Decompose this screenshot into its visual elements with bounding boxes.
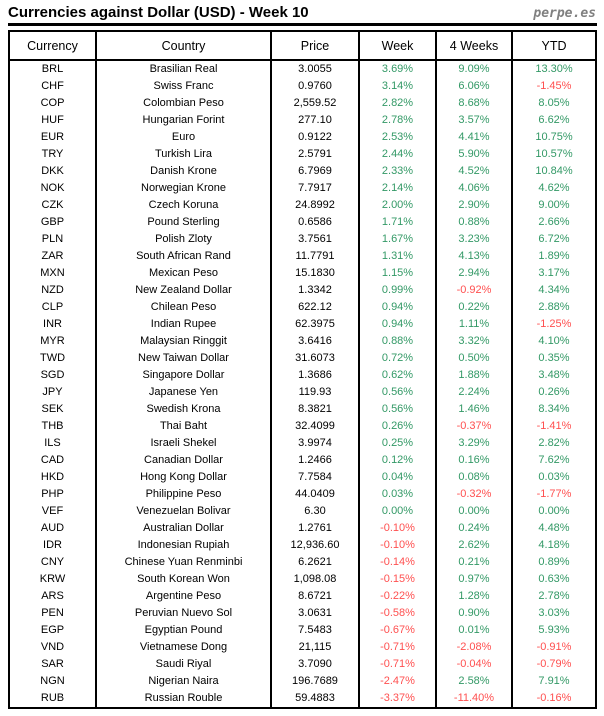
price-cell: 7.7917 <box>271 180 359 197</box>
table-row <box>9 588 596 605</box>
four-weeks-cell: 1.88% <box>436 367 512 384</box>
country-cell: Colombian Peso <box>96 95 271 112</box>
table-row <box>9 112 596 129</box>
price-cell: 7.5483 <box>271 622 359 639</box>
currency-cell: HKD <box>9 469 96 486</box>
four-weeks-cell: 4.06% <box>436 180 512 197</box>
table-header <box>9 31 596 60</box>
currency-cell: EUR <box>9 129 96 146</box>
four-weeks-cell: 4.41% <box>436 129 512 146</box>
currency-cell: VND <box>9 639 96 656</box>
table-row <box>9 435 596 452</box>
column-header-price: Price <box>271 31 359 60</box>
currency-cell: MYR <box>9 333 96 350</box>
ytd-cell: 0.35% <box>512 350 596 367</box>
week-cell: 2.33% <box>359 163 436 180</box>
four-weeks-cell: 2.24% <box>436 384 512 401</box>
table-row <box>9 214 596 231</box>
week-cell: 2.78% <box>359 112 436 129</box>
four-weeks-cell: 6.06% <box>436 78 512 95</box>
currency-cell: ZAR <box>9 248 96 265</box>
page-title: Currencies against Dollar (USD) - Week 10 <box>8 4 309 21</box>
currency-cell: NOK <box>9 180 96 197</box>
week-cell: 2.14% <box>359 180 436 197</box>
four-weeks-cell: 2.58% <box>436 673 512 690</box>
four-weeks-cell: 5.90% <box>436 146 512 163</box>
ytd-cell: -0.16% <box>512 690 596 708</box>
country-cell: Turkish Lira <box>96 146 271 163</box>
price-cell: 1.2761 <box>271 520 359 537</box>
ytd-cell: 13.30% <box>512 60 596 78</box>
currency-cell: RUB <box>9 690 96 708</box>
country-cell: Saudi Riyal <box>96 656 271 673</box>
price-cell: 11.7791 <box>271 248 359 265</box>
table-row <box>9 469 596 486</box>
currency-cell: PEN <box>9 605 96 622</box>
price-cell: 277.10 <box>271 112 359 129</box>
site-logo: perpe.es <box>533 6 596 21</box>
table-row <box>9 163 596 180</box>
currency-cell: THB <box>9 418 96 435</box>
price-cell: 3.0055 <box>271 60 359 78</box>
ytd-cell: 2.78% <box>512 588 596 605</box>
week-cell: 0.26% <box>359 418 436 435</box>
table-body <box>9 60 596 708</box>
four-weeks-cell: 8.68% <box>436 95 512 112</box>
week-cell: 0.94% <box>359 316 436 333</box>
currency-cell: INR <box>9 316 96 333</box>
table-row <box>9 452 596 469</box>
price-cell: 1.2466 <box>271 452 359 469</box>
country-cell: Argentine Peso <box>96 588 271 605</box>
four-weeks-cell: 4.52% <box>436 163 512 180</box>
ytd-cell: 4.18% <box>512 537 596 554</box>
four-weeks-cell: 3.32% <box>436 333 512 350</box>
ytd-cell: 4.10% <box>512 333 596 350</box>
country-cell: Philippine Peso <box>96 486 271 503</box>
four-weeks-cell: 0.88% <box>436 214 512 231</box>
currency-cell: DKK <box>9 163 96 180</box>
table-row <box>9 690 596 708</box>
country-cell: New Taiwan Dollar <box>96 350 271 367</box>
ytd-cell: 10.84% <box>512 163 596 180</box>
week-cell: -0.71% <box>359 656 436 673</box>
country-cell: Chinese Yuan Renminbi <box>96 554 271 571</box>
country-cell: Hong Kong Dollar <box>96 469 271 486</box>
currency-cell: KRW <box>9 571 96 588</box>
currency-cell: NGN <box>9 673 96 690</box>
ytd-cell: 3.48% <box>512 367 596 384</box>
table-row <box>9 673 596 690</box>
country-cell: Japanese Yen <box>96 384 271 401</box>
column-header-ytd: YTD <box>512 31 596 60</box>
table-row <box>9 520 596 537</box>
week-cell: 0.94% <box>359 299 436 316</box>
four-weeks-cell: -0.37% <box>436 418 512 435</box>
week-cell: 0.25% <box>359 435 436 452</box>
four-weeks-cell: 0.21% <box>436 554 512 571</box>
country-cell: Indian Rupee <box>96 316 271 333</box>
four-weeks-cell: 0.97% <box>436 571 512 588</box>
table-row <box>9 316 596 333</box>
four-weeks-cell: -0.92% <box>436 282 512 299</box>
country-cell: Thai Baht <box>96 418 271 435</box>
week-cell: 3.14% <box>359 78 436 95</box>
four-weeks-cell: 0.16% <box>436 452 512 469</box>
ytd-cell: 9.00% <box>512 197 596 214</box>
ytd-cell: 7.62% <box>512 452 596 469</box>
country-cell: Canadian Dollar <box>96 452 271 469</box>
four-weeks-cell: 0.22% <box>436 299 512 316</box>
country-cell: Australian Dollar <box>96 520 271 537</box>
column-header-week: Week <box>359 31 436 60</box>
week-cell: 1.67% <box>359 231 436 248</box>
week-cell: -0.58% <box>359 605 436 622</box>
price-cell: 8.6721 <box>271 588 359 605</box>
price-cell: 0.6586 <box>271 214 359 231</box>
price-cell: 8.3821 <box>271 401 359 418</box>
price-cell: 119.93 <box>271 384 359 401</box>
table-row <box>9 146 596 163</box>
week-cell: -0.15% <box>359 571 436 588</box>
price-cell: 1,098.08 <box>271 571 359 588</box>
table-row <box>9 265 596 282</box>
country-cell: Malaysian Ringgit <box>96 333 271 350</box>
four-weeks-cell: 1.28% <box>436 588 512 605</box>
four-weeks-cell: -11.40% <box>436 690 512 708</box>
week-cell: 0.00% <box>359 503 436 520</box>
week-cell: -0.10% <box>359 520 436 537</box>
currency-cell: TRY <box>9 146 96 163</box>
price-cell: 15.1830 <box>271 265 359 282</box>
table-row <box>9 605 596 622</box>
title-bar <box>8 4 597 26</box>
currency-cell: ARS <box>9 588 96 605</box>
currency-cell: HUF <box>9 112 96 129</box>
week-cell: -0.10% <box>359 537 436 554</box>
country-cell: Nigerian Naira <box>96 673 271 690</box>
ytd-cell: 8.05% <box>512 95 596 112</box>
four-weeks-cell: 4.13% <box>436 248 512 265</box>
currency-cell: JPY <box>9 384 96 401</box>
price-cell: 59.4883 <box>271 690 359 708</box>
price-cell: 2.5791 <box>271 146 359 163</box>
four-weeks-cell: -0.32% <box>436 486 512 503</box>
table-row <box>9 350 596 367</box>
currency-cell: ILS <box>9 435 96 452</box>
four-weeks-cell: 1.11% <box>436 316 512 333</box>
ytd-cell: 6.62% <box>512 112 596 129</box>
ytd-cell: -0.79% <box>512 656 596 673</box>
ytd-cell: -1.41% <box>512 418 596 435</box>
four-weeks-cell: 0.50% <box>436 350 512 367</box>
currency-cell: COP <box>9 95 96 112</box>
table-row <box>9 60 596 78</box>
ytd-cell: 1.89% <box>512 248 596 265</box>
table-row <box>9 418 596 435</box>
country-cell: Pound Sterling <box>96 214 271 231</box>
price-cell: 0.9760 <box>271 78 359 95</box>
four-weeks-cell: -0.04% <box>436 656 512 673</box>
price-cell: 21,115 <box>271 639 359 656</box>
price-cell: 622.12 <box>271 299 359 316</box>
four-weeks-cell: 2.62% <box>436 537 512 554</box>
week-cell: -0.22% <box>359 588 436 605</box>
week-cell: 0.12% <box>359 452 436 469</box>
currency-cell: MXN <box>9 265 96 282</box>
currency-cell: AUD <box>9 520 96 537</box>
currency-cell: GBP <box>9 214 96 231</box>
currency-cell: NZD <box>9 282 96 299</box>
ytd-cell: 4.62% <box>512 180 596 197</box>
table-row <box>9 639 596 656</box>
four-weeks-cell: 1.46% <box>436 401 512 418</box>
ytd-cell: -1.77% <box>512 486 596 503</box>
price-cell: 44.0409 <box>271 486 359 503</box>
ytd-cell: 4.34% <box>512 282 596 299</box>
currency-cell: CAD <box>9 452 96 469</box>
price-cell: 6.2621 <box>271 554 359 571</box>
price-cell: 62.3975 <box>271 316 359 333</box>
currency-cell: PLN <box>9 231 96 248</box>
four-weeks-cell: 0.90% <box>436 605 512 622</box>
table-row <box>9 554 596 571</box>
ytd-cell: -0.91% <box>512 639 596 656</box>
currency-cell: CNY <box>9 554 96 571</box>
table-row <box>9 197 596 214</box>
week-cell: 0.99% <box>359 282 436 299</box>
week-cell: -0.67% <box>359 622 436 639</box>
currency-cell: TWD <box>9 350 96 367</box>
week-cell: 1.71% <box>359 214 436 231</box>
week-cell: 0.72% <box>359 350 436 367</box>
four-weeks-cell: 0.01% <box>436 622 512 639</box>
ytd-cell: 3.17% <box>512 265 596 282</box>
ytd-cell: 0.89% <box>512 554 596 571</box>
column-header-4weeks: 4 Weeks <box>436 31 512 60</box>
currency-cell: CHF <box>9 78 96 95</box>
four-weeks-cell: 3.57% <box>436 112 512 129</box>
country-cell: Norwegian Krone <box>96 180 271 197</box>
ytd-cell: 5.93% <box>512 622 596 639</box>
week-cell: 1.15% <box>359 265 436 282</box>
table-row <box>9 78 596 95</box>
price-cell: 196.7689 <box>271 673 359 690</box>
country-cell: Brasilian Real <box>96 60 271 78</box>
table-row <box>9 248 596 265</box>
country-cell: Czech Koruna <box>96 197 271 214</box>
country-cell: Singapore Dollar <box>96 367 271 384</box>
price-cell: 24.8992 <box>271 197 359 214</box>
ytd-cell: 2.82% <box>512 435 596 452</box>
price-cell: 3.0631 <box>271 605 359 622</box>
week-cell: 1.31% <box>359 248 436 265</box>
week-cell: 2.44% <box>359 146 436 163</box>
price-cell: 12,936.60 <box>271 537 359 554</box>
table-row <box>9 401 596 418</box>
table-row <box>9 486 596 503</box>
country-cell: Vietnamese Dong <box>96 639 271 656</box>
country-cell: New Zealand Dollar <box>96 282 271 299</box>
week-cell: 0.03% <box>359 486 436 503</box>
ytd-cell: 3.03% <box>512 605 596 622</box>
four-weeks-cell: 3.23% <box>436 231 512 248</box>
currency-cell: SGD <box>9 367 96 384</box>
price-cell: 31.6073 <box>271 350 359 367</box>
currency-table <box>8 30 597 709</box>
week-cell: 0.62% <box>359 367 436 384</box>
country-cell: Indonesian Rupiah <box>96 537 271 554</box>
table-row <box>9 622 596 639</box>
four-weeks-cell: 0.00% <box>436 503 512 520</box>
ytd-cell: 10.75% <box>512 129 596 146</box>
ytd-cell: 0.03% <box>512 469 596 486</box>
table-row <box>9 333 596 350</box>
table-row <box>9 95 596 112</box>
price-cell: 3.7090 <box>271 656 359 673</box>
country-cell: Peruvian Nuevo Sol <box>96 605 271 622</box>
country-cell: Danish Krone <box>96 163 271 180</box>
week-cell: 0.88% <box>359 333 436 350</box>
column-header-country: Country <box>96 31 271 60</box>
week-cell: -0.71% <box>359 639 436 656</box>
ytd-cell: 0.63% <box>512 571 596 588</box>
country-cell: South Korean Won <box>96 571 271 588</box>
week-cell: 0.56% <box>359 384 436 401</box>
price-cell: 6.7969 <box>271 163 359 180</box>
currency-cell: CZK <box>9 197 96 214</box>
price-cell: 32.4099 <box>271 418 359 435</box>
table-row <box>9 282 596 299</box>
week-cell: 0.56% <box>359 401 436 418</box>
four-weeks-cell: 0.24% <box>436 520 512 537</box>
four-weeks-cell: 3.29% <box>436 435 512 452</box>
table-row <box>9 129 596 146</box>
table-row <box>9 367 596 384</box>
ytd-cell: 10.57% <box>512 146 596 163</box>
week-cell: 2.00% <box>359 197 436 214</box>
week-cell: 2.53% <box>359 129 436 146</box>
country-cell: Israeli Shekel <box>96 435 271 452</box>
country-cell: Swedish Krona <box>96 401 271 418</box>
currency-cell: CLP <box>9 299 96 316</box>
ytd-cell: 0.26% <box>512 384 596 401</box>
four-weeks-cell: 2.94% <box>436 265 512 282</box>
country-cell: Russian Rouble <box>96 690 271 708</box>
country-cell: Euro <box>96 129 271 146</box>
week-cell: 2.82% <box>359 95 436 112</box>
ytd-cell: 2.66% <box>512 214 596 231</box>
price-cell: 6.30 <box>271 503 359 520</box>
four-weeks-cell: -2.08% <box>436 639 512 656</box>
ytd-cell: 6.72% <box>512 231 596 248</box>
country-cell: Venezuelan Bolivar <box>96 503 271 520</box>
price-cell: 0.9122 <box>271 129 359 146</box>
table-row <box>9 503 596 520</box>
four-weeks-cell: 9.09% <box>436 60 512 78</box>
ytd-cell: 2.88% <box>512 299 596 316</box>
week-cell: -3.37% <box>359 690 436 708</box>
currency-cell: BRL <box>9 60 96 78</box>
currency-cell: VEF <box>9 503 96 520</box>
price-cell: 3.7561 <box>271 231 359 248</box>
table-row <box>9 231 596 248</box>
price-cell: 2,559.52 <box>271 95 359 112</box>
week-cell: 0.04% <box>359 469 436 486</box>
country-cell: Swiss Franc <box>96 78 271 95</box>
country-cell: Hungarian Forint <box>96 112 271 129</box>
ytd-cell: 8.34% <box>512 401 596 418</box>
price-cell: 3.6416 <box>271 333 359 350</box>
table-row <box>9 656 596 673</box>
table-row <box>9 571 596 588</box>
week-cell: 3.69% <box>359 60 436 78</box>
column-header-currency: Currency <box>9 31 96 60</box>
price-cell: 7.7584 <box>271 469 359 486</box>
ytd-cell: -1.45% <box>512 78 596 95</box>
table-row <box>9 299 596 316</box>
four-weeks-cell: 2.90% <box>436 197 512 214</box>
country-cell: Polish Zloty <box>96 231 271 248</box>
price-cell: 3.9974 <box>271 435 359 452</box>
week-cell: -2.47% <box>359 673 436 690</box>
four-weeks-cell: 0.08% <box>436 469 512 486</box>
currency-cell: EGP <box>9 622 96 639</box>
ytd-cell: 0.00% <box>512 503 596 520</box>
country-cell: Mexican Peso <box>96 265 271 282</box>
ytd-cell: 4.48% <box>512 520 596 537</box>
ytd-cell: 7.91% <box>512 673 596 690</box>
ytd-cell: -1.25% <box>512 316 596 333</box>
table-row <box>9 537 596 554</box>
week-cell: -0.14% <box>359 554 436 571</box>
currency-cell: PHP <box>9 486 96 503</box>
price-cell: 1.3342 <box>271 282 359 299</box>
table-row <box>9 384 596 401</box>
country-cell: South African Rand <box>96 248 271 265</box>
header-row <box>9 31 596 60</box>
country-cell: Chilean Peso <box>96 299 271 316</box>
table-row <box>9 180 596 197</box>
country-cell: Egyptian Pound <box>96 622 271 639</box>
price-cell: 1.3686 <box>271 367 359 384</box>
currency-cell: SAR <box>9 656 96 673</box>
currency-cell: IDR <box>9 537 96 554</box>
currency-cell: SEK <box>9 401 96 418</box>
